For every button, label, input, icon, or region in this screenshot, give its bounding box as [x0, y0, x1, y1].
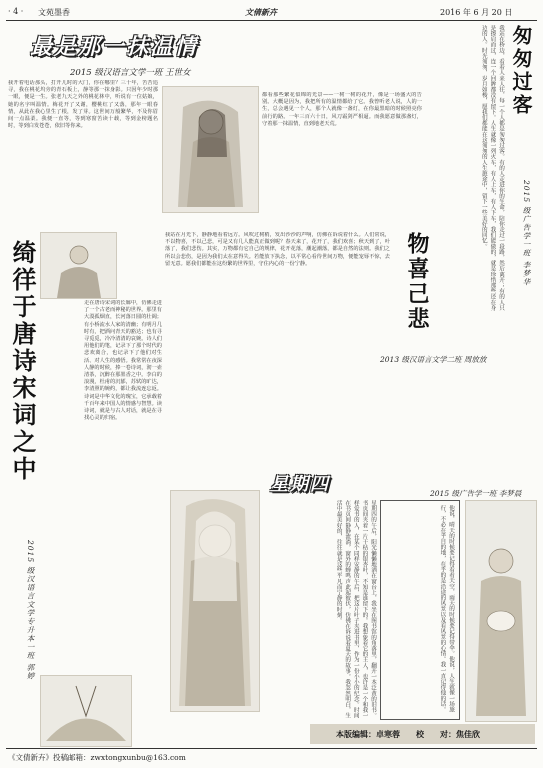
article1-body-left: 我开着电话那头，打开儿时的大门，你在哪里？三十年，苦苦追寻，我在桃花坞旁的青石板上，静等那一抹身影。只因年少时那一眼，便是一生。张老九天之外的桃花林中，听说有一位姑娘，她的名字叫温情。梅花开了又谢，樱桃红了又落，那年一眼春情，从此在我心里生了根，发了芽。这世间万般繁华，不及你眉间一点温柔。我便一直等，等到寒窗苦读十载，等到金榜题名时，等到白发苍苍，依旧等你来。 — [8, 80, 158, 130]
page-header — [0, 0, 543, 20]
article6-illustration — [465, 500, 537, 722]
article5-illustration — [170, 490, 260, 712]
editor-credits: 本版编辑：卓寒蓉 校 对：焦佳欣 — [310, 724, 535, 744]
article2-body: 走在唐诗宋词的长廊中，仿佛走进了一个古老而神秘的世界。那里有大漠孤烟直，长河落日圆的壮阔；有小桥流水人家的清幽；有明月几时有，把酒问青天的豁达；也有寻寻觅觅，冷冷清清的哀婉。诗人们用他们的笔，记录下了那个时代的悲欢离合，也记录下了他们对生活、对人生的感悟。我常常在夜深人静的时候，捧一卷诗词，沏一壶清茶，沉醉在那墨香之中。李白的浪漫，杜甫的沉郁，苏轼的旷达，李清照的婉约，都让我流连忘返。诗词是中华文化的瑰宝，它承载着千百年来中国人的情感与智慧。读诗词，就是与古人对话，就是在寻找心灵的归宿。 — [84, 300, 162, 422]
article2-illustration-top — [40, 232, 117, 299]
article3-body: 我站在月光下，静静地看着远方。风吹过树梢，发出沙沙的声响，仿佛在诉说着什么。人们常说，不以物喜，不以己悲，可是又有几人能真正做到呢？春天来了，花开了，我们欢喜；秋天到了，叶落了，我们悲伤。其实，万物都有它自己的规律，花开花落，潮起潮落，都是自然的法则。我们之所以会悲伤，是因为我们太在意得失。若能放下执念，以平常心看待世间万物，便能宠辱不惊，去留无意。愿我们都能在这纷繁的世界里，守住内心的一份宁静。 — [165, 232, 390, 267]
article2-byline: 2015 级汉语言文学专升本一班 郭婷 — [26, 540, 35, 681]
article1-title: 最是那一抹温情 — [30, 35, 199, 60]
article3-byline: 2013 级汉语言文学二班 周放放 — [380, 355, 487, 364]
article1-illustration — [162, 86, 259, 213]
article4-byline: 2015 级广告学一班 李梦华 — [522, 180, 531, 287]
footer-divider — [6, 748, 537, 749]
article5-title: 星期四 — [270, 474, 330, 495]
article1-byline: 2015 级汉语言文学一班 王世女 — [70, 68, 191, 78]
article4-title: 匆匆过客 — [509, 25, 533, 117]
article2-illustration-bottom — [40, 675, 132, 747]
article5-body: 星期四的午后，阳光懒懒地洒在窗台上，我坐在图书馆的角落里，翻开一本泛黄的旧书。书页间夹着一片干枯的银杏叶，不知是谁留下的。我想象着它的主人，也许是一个和我一样爱书的人，在某个同样安静的午后，把这片叶子夹进书里，作为一份小小的纪念。时间在书页间静静流淌，窗外的蝉鸣声此起彼伏，仿佛在诉说着夏天的故事。我忽然明白，生活中最美好的，往往就是这些平凡而宁静的时刻。 — [335, 500, 376, 719]
article4-body: 我站在桥边，看着人来人往，每一个人都是匆匆过客。有的人走进你的生命，陪你走过一段路，然后离开；有的人只是擦肩而过，连一个回眸都没有留下。人生就像一列火车，有人上车，有人下车，我们能做的，就是珍惜那些还在身边的人。时光匆匆，岁月如梭，愿我们都能在这匆匆的人生旅途中，留下一些美好的回忆。 — [480, 25, 504, 311]
article1-body-right: 都看那些繁花似锦的光景——一树一树的花开，像是一场盛大的告别。大概是因为，我把所有的温情都给了它。我曾听老人说，人的一生，总会遇见一个人，那个人就像一盏灯，在你最黑暗的时候照亮你前行的路。一年三百六十日，风刀霜剑严相逼。而我愿意做那盏灯，守着那一抹温情，直到地老天荒。 — [262, 92, 422, 127]
footer-email: 《文倩新卉》投稿邮箱：zwxtongxunbu@163.com — [8, 753, 186, 762]
article5-byline: 2015 级广告学一班 李梦晨 — [430, 489, 522, 498]
masthead: 文倩新卉 — [245, 7, 277, 17]
article3-title: 物喜己悲 — [404, 232, 429, 332]
issue-date: 2016 年 6 月 20 日 — [440, 8, 513, 17]
header-divider — [6, 20, 537, 21]
page-number: · 4 · — [8, 7, 24, 16]
section-name: 文苑墨香 — [38, 8, 70, 17]
article2-title: 绮徉于唐诗宋词之中 — [8, 240, 36, 483]
article6-body: 他说，晴天的时候要记得看看天空，雨天的时候要记得带伞。他说，人生就像一场旅行，不必在乎目的地，在乎的是沿途的风景以及看风景的心情。我一直记得他的话。 — [380, 500, 460, 720]
